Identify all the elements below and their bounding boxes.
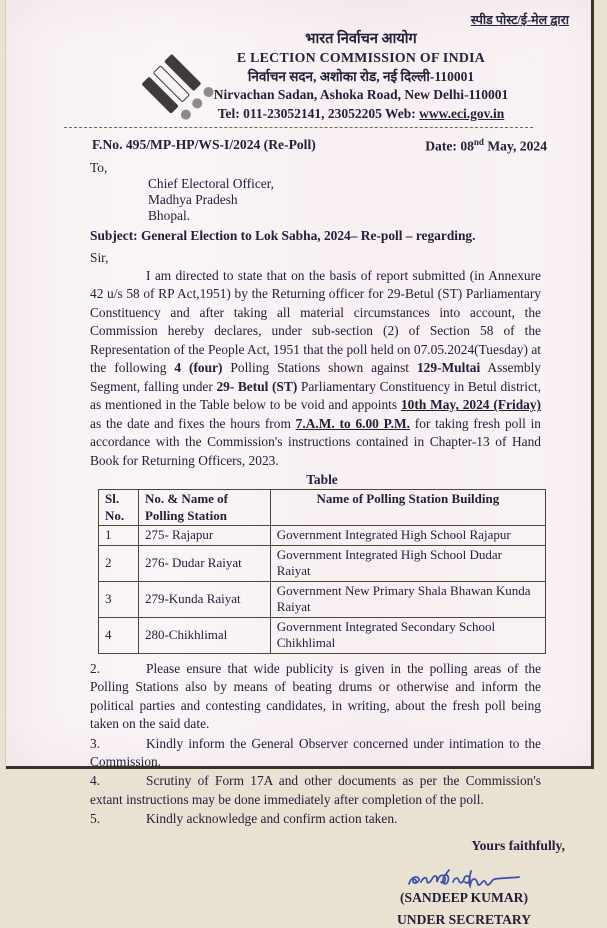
signatory-name: (SANDEEP KUMAR) bbox=[399, 889, 528, 905]
paragraph-run: 4 (four) bbox=[174, 360, 223, 376]
valediction: Yours faithfully, bbox=[471, 837, 565, 853]
tel-text: Tel: 011-23052141, 23052205 Web: bbox=[217, 105, 420, 121]
paragraph-run: 29- Betul (ST) bbox=[216, 378, 298, 394]
eci-logo-graphic bbox=[131, 47, 222, 138]
table-cell: Government Integrated High School Rajapur bbox=[270, 526, 545, 546]
logo-dot-2 bbox=[190, 96, 204, 110]
website-text: www.eci.gov.in bbox=[419, 105, 505, 121]
paragraph-run: Parliamentary Constituency in Betul district, as mentioned in the Table below to be void and appoints bbox=[90, 378, 541, 413]
to-label: To, bbox=[90, 159, 108, 175]
table-cell: 279-Kunda Raiyat bbox=[138, 581, 270, 617]
org-address-hindi: निर्वाचन सदन, अशोका रोड, नई दिल्ली-110001 bbox=[247, 68, 475, 84]
paragraph-run: as the date and fixes the hours from bbox=[90, 415, 296, 431]
logo-dot-1 bbox=[201, 85, 215, 99]
table-cell: 276- Dudar Raiyat bbox=[138, 545, 270, 581]
salutation: Sir, bbox=[90, 249, 109, 265]
paragraph-number: 3. bbox=[90, 735, 101, 751]
paragraph-number: 5. bbox=[90, 811, 101, 827]
recipient-line: Chief Electoral Officer, bbox=[148, 175, 274, 191]
paragraph-run: 10th May, 2024 (Friday) bbox=[400, 397, 541, 413]
letter-date bbox=[425, 137, 547, 155]
paragraph-number: 4. bbox=[90, 773, 101, 789]
eci-logo bbox=[134, 54, 218, 130]
table-cell: 2 bbox=[99, 545, 139, 581]
subject-line: Subject: General Election to Lok Sabha, 2024– Re-poll – regarding. bbox=[90, 228, 476, 244]
table-cell: 280-Chikhlimal bbox=[138, 617, 270, 653]
table-cell: 275- Rajapur bbox=[138, 526, 270, 546]
numbered-paragraph: 3. Kindly inform the General Observer concerned under intimation to the Commission. bbox=[90, 735, 541, 769]
table-header-cell: Sl. No. bbox=[99, 490, 139, 526]
polling-table-header-row bbox=[99, 490, 546, 526]
paragraph-number: 2. bbox=[90, 660, 101, 676]
numbered-paragraph: 4. Scrutiny of Form 17A and other documents as per the Commission's extant instructions may be done immediately after completion of the poll. bbox=[90, 773, 541, 807]
table-header-cell: No. & Name of Polling Station bbox=[138, 490, 270, 526]
table-cell: Government Integrated Secondary School Chikhlimal bbox=[270, 617, 545, 653]
table-row bbox=[99, 526, 546, 546]
table-title: Table bbox=[306, 472, 338, 488]
date-suffix: May, 2024 bbox=[483, 138, 547, 154]
file-number: F.No. 495/MP-HP/WS-I/2024 (Re-Poll) bbox=[92, 137, 316, 152]
table-row bbox=[99, 617, 546, 653]
paragraph-run: Polling Stations shown against bbox=[222, 360, 417, 376]
polling-stations-table bbox=[98, 489, 546, 654]
paragraph-run: 129-Multai bbox=[416, 360, 481, 376]
numbered-paragraphs bbox=[90, 660, 541, 829]
paragraph-run: I am directed to state that on the basis of report submitted (in Annexure 42 u/s 58 of RP Act,1951) by the Returning officer for 29-Betul (ST) Parliamentary Constituency and after taking all material circumstances into account, the Commission hereby declares, under sub-section (2) of Section 58 of the Representation of the People Act, 1951 that the poll held on 07.05.2024(Tuesday) at the following bbox=[90, 267, 541, 376]
table-cell: Government New Primary Shala Bhawan Kunda Raiyat bbox=[270, 581, 545, 617]
recipient-lines bbox=[148, 176, 591, 225]
date-prefix: Date: 08 bbox=[425, 138, 474, 154]
org-name-hindi: भारत निर्वाचन आयोग bbox=[305, 31, 417, 47]
org-name-english: E LECTION COMMISSION OF INDIA bbox=[236, 50, 486, 65]
numbered-paragraph: 5. Kindly acknowledge and confirm action taken. bbox=[90, 810, 541, 828]
logo-dot-3 bbox=[179, 108, 193, 122]
numbered-paragraph: 2. Please ensure that wide publicity is given in the polling areas of the Polling Stations also by means of beating drums or otherwise and inform the political parties and contesting candidates, in writing, about the fresh poll being taken on the said date. bbox=[90, 660, 541, 732]
body-paragraph-1 bbox=[90, 267, 541, 471]
table-cell: Government Integrated High School Dudar Raiyat bbox=[270, 545, 545, 581]
polling-table-body bbox=[99, 526, 546, 654]
recipient-line: Bhopal. bbox=[148, 208, 191, 224]
table-header-cell: Name of Polling Station Building bbox=[270, 490, 545, 526]
paragraph-run: Assembly Segment, falling under bbox=[90, 360, 541, 394]
signature-block bbox=[369, 866, 559, 928]
org-address-english: Nirvachan Sadan, Ashoka Road, New Delhi-110001 bbox=[213, 87, 509, 102]
signatory-title: UNDER SECRETARY bbox=[396, 911, 532, 927]
table-row bbox=[99, 581, 546, 617]
scanned-letter-page bbox=[6, 0, 594, 927]
paragraph-run: for taking fresh poll in accordance with the Commission's instructions contained in Chapter-13 of Hand Book for Returning Officers, 2023. bbox=[90, 415, 542, 468]
table-cell: 4 bbox=[99, 617, 139, 653]
reference-row bbox=[92, 137, 547, 155]
recipient-line: Madhya Pradesh bbox=[148, 191, 238, 207]
table-cell: 1 bbox=[99, 526, 139, 546]
letter-body bbox=[6, 159, 591, 928]
paragraph-run: 7.A.M. to 6.00 P.M. bbox=[295, 415, 410, 431]
dispatch-mode-label: स्पीड पोस्ट/ई-मेल द्वारा bbox=[470, 13, 569, 27]
table-row bbox=[99, 545, 546, 581]
table-cell: 3 bbox=[99, 581, 139, 617]
date-superscript: nd bbox=[473, 137, 484, 147]
letterhead bbox=[6, 0, 591, 123]
